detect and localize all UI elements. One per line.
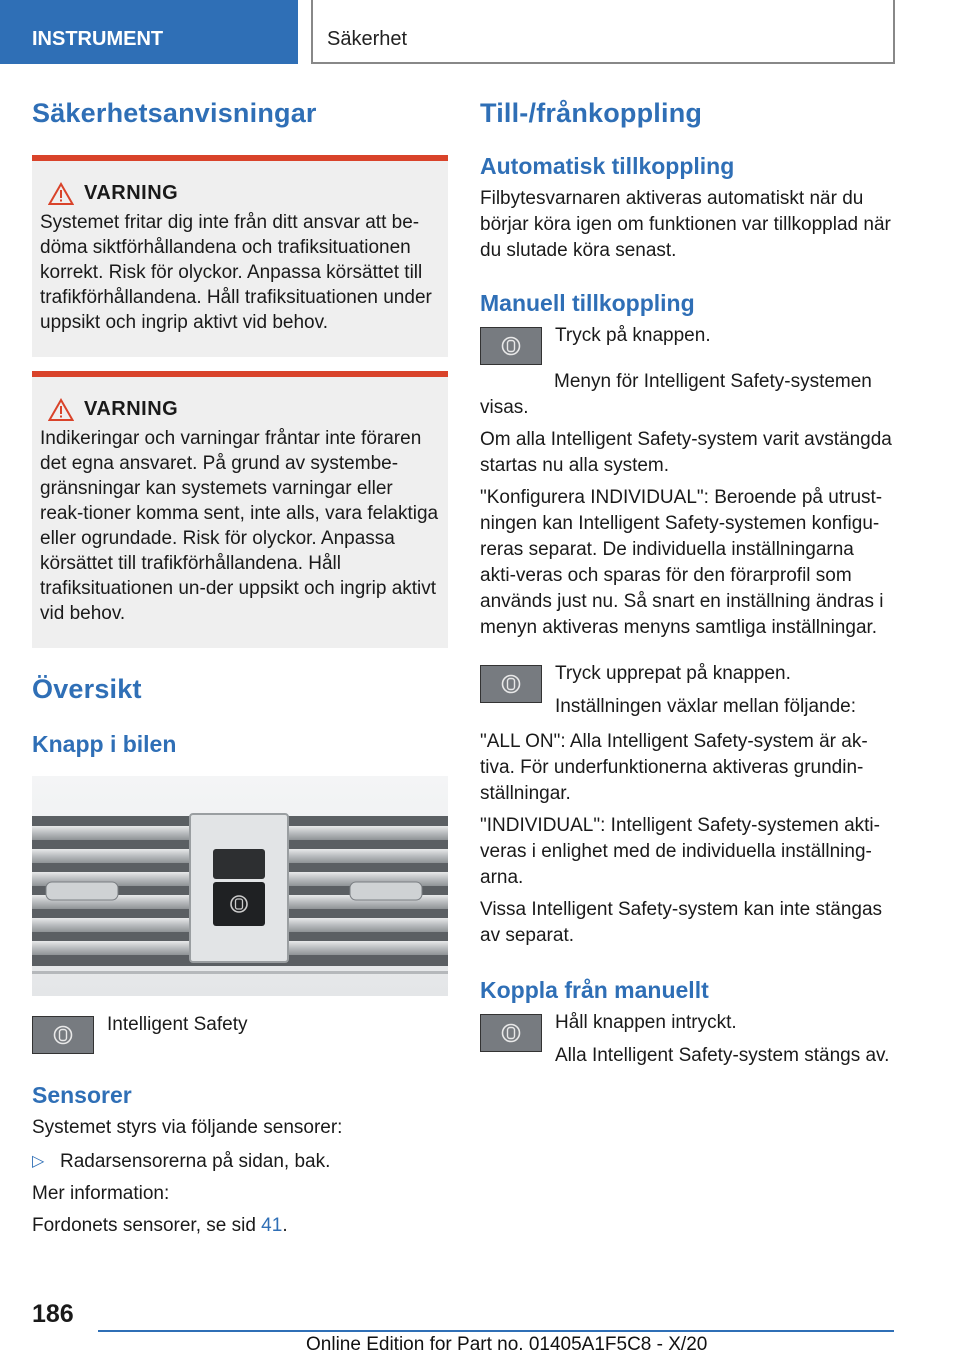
- section-tab: INSTRUMENT: [0, 0, 298, 64]
- page-number: 186: [32, 1300, 74, 1328]
- manual-on-heading: Manuell tillkoppling: [480, 290, 695, 316]
- intelligent-safety-icon: [480, 327, 542, 365]
- warning-label: VARNING: [84, 398, 179, 420]
- intelligent-safety-icon: [480, 665, 542, 703]
- overview-heading: Översikt: [32, 674, 142, 704]
- repeat-step: [480, 665, 894, 727]
- xref-page-link[interactable]: 41: [261, 1215, 283, 1236]
- manual-para-1: Om alla Intelligent Safety-system varit avstängda startas nu alla system.: [480, 429, 892, 476]
- individual-text: "INDIVIDUAL": Intelligent Safety-systemen akti-veras i enlighet med de individuella inställning-arna.: [480, 815, 880, 888]
- intelligent-safety-icon: [480, 1014, 542, 1052]
- manual-off-step: [480, 1014, 894, 1076]
- all-on-text: "ALL ON": Alla Intelligent Safety-system är ak-tiva. För underfunktionerna aktiveras grundin-ställningar.: [480, 731, 868, 804]
- warning-text: Indikeringar och varningar fråntar inte föraren det egna ansvaret. På grund av systembe-gränsningar kan systemets varningar eller reak-tioner komma sent, inte alls, vara felaktiga eller ogrundade. Risk för olyckor. Anpassa körsättet till trafikförhållandena. Håll trafiksituationen un-der uppsikt och ingrip aktivt vid behov.: [40, 428, 439, 624]
- icon-caption: Intelligent Safety: [107, 1014, 248, 1035]
- footer-rule: [98, 1330, 894, 1332]
- xref-end: .: [282, 1215, 288, 1236]
- manual-on-step: [480, 327, 894, 365]
- warning-text: Systemet fritar dig inte från ditt ansvar att be-döma siktförhållandena och trafiksituationen korrekt. Risk för olyckor. Anpassa körsättet till trafikförhållandena. Håll trafiksituationen under uppsikt och ingrip aktivt vid behov.: [40, 212, 432, 333]
- warning-box-1: [32, 155, 448, 357]
- safety-heading: Säkerhetsanvisningar: [32, 98, 317, 128]
- repeat-step-2: Inställningen växlar mellan följande:: [555, 696, 857, 717]
- some-systems-text: Vissa Intelligent Safety-system kan inte stängas av separat.: [480, 899, 883, 946]
- intelligent-safety-icon: [32, 1016, 94, 1054]
- cross-reference: [32, 1213, 448, 1239]
- vent-button-photo: [32, 776, 448, 996]
- button-heading: Knapp i bilen: [32, 731, 177, 757]
- manual-off-heading: Koppla från manuellt: [480, 977, 709, 1003]
- chapter-title: Säkerhet: [311, 0, 895, 64]
- manual-para-2: "Konfigurera INDIVIDUAL": Beroende på utrust-ningen kan Intelligent Safety-systemen konfigu-reras separat. De individuella inställningarna akti-veras och sparas för den förarprofil som används just nu. Så snart en inställning ändras i menyn aktiveras menyns samtliga inställningar.: [480, 487, 884, 638]
- warning-box-2: [32, 371, 448, 648]
- auto-on-text: Filbytesvarnaren aktiveras automatiskt när du börjar köra igen om funktionen var tillkopplad när du slutade köra senast.: [480, 188, 891, 261]
- onoff-heading: Till-/frånkoppling: [480, 98, 703, 128]
- intelligent-safety-row: [32, 1016, 448, 1054]
- manual-step-2: Menyn för Intelligent Safety-systemen visas.: [480, 371, 872, 418]
- repeat-step-1: Tryck upprepat på knappen.: [555, 663, 791, 684]
- sensors-intro: Systemet styrs via följande sensorer:: [32, 1117, 343, 1138]
- edition-text: Online Edition for Part no. 01405A1F5C8 - X/20: [306, 1334, 708, 1355]
- warning-triangle-icon: [48, 398, 74, 422]
- off-step-1: Håll knappen intryckt.: [555, 1012, 737, 1033]
- off-step-2: Alla Intelligent Safety-system stängs av.: [555, 1045, 890, 1066]
- right-column: [480, 98, 894, 1076]
- warning-triangle-icon: [48, 182, 74, 206]
- warning-label: VARNING: [84, 182, 179, 204]
- sensors-list-item: [32, 1149, 448, 1175]
- auto-on-heading: Automatisk tillkoppling: [480, 153, 735, 179]
- manual-step-1: Tryck på knappen.: [555, 325, 711, 346]
- left-column: [32, 98, 448, 1239]
- more-info: Mer information:: [32, 1183, 170, 1204]
- sensors-item-text: Radarsensorerna på sidan, bak.: [60, 1151, 331, 1172]
- bullet-triangle-icon: ▷: [32, 1153, 45, 1170]
- sensors-heading: Sensorer: [32, 1082, 132, 1108]
- xref-text: Fordonets sensorer, se sid: [32, 1215, 262, 1236]
